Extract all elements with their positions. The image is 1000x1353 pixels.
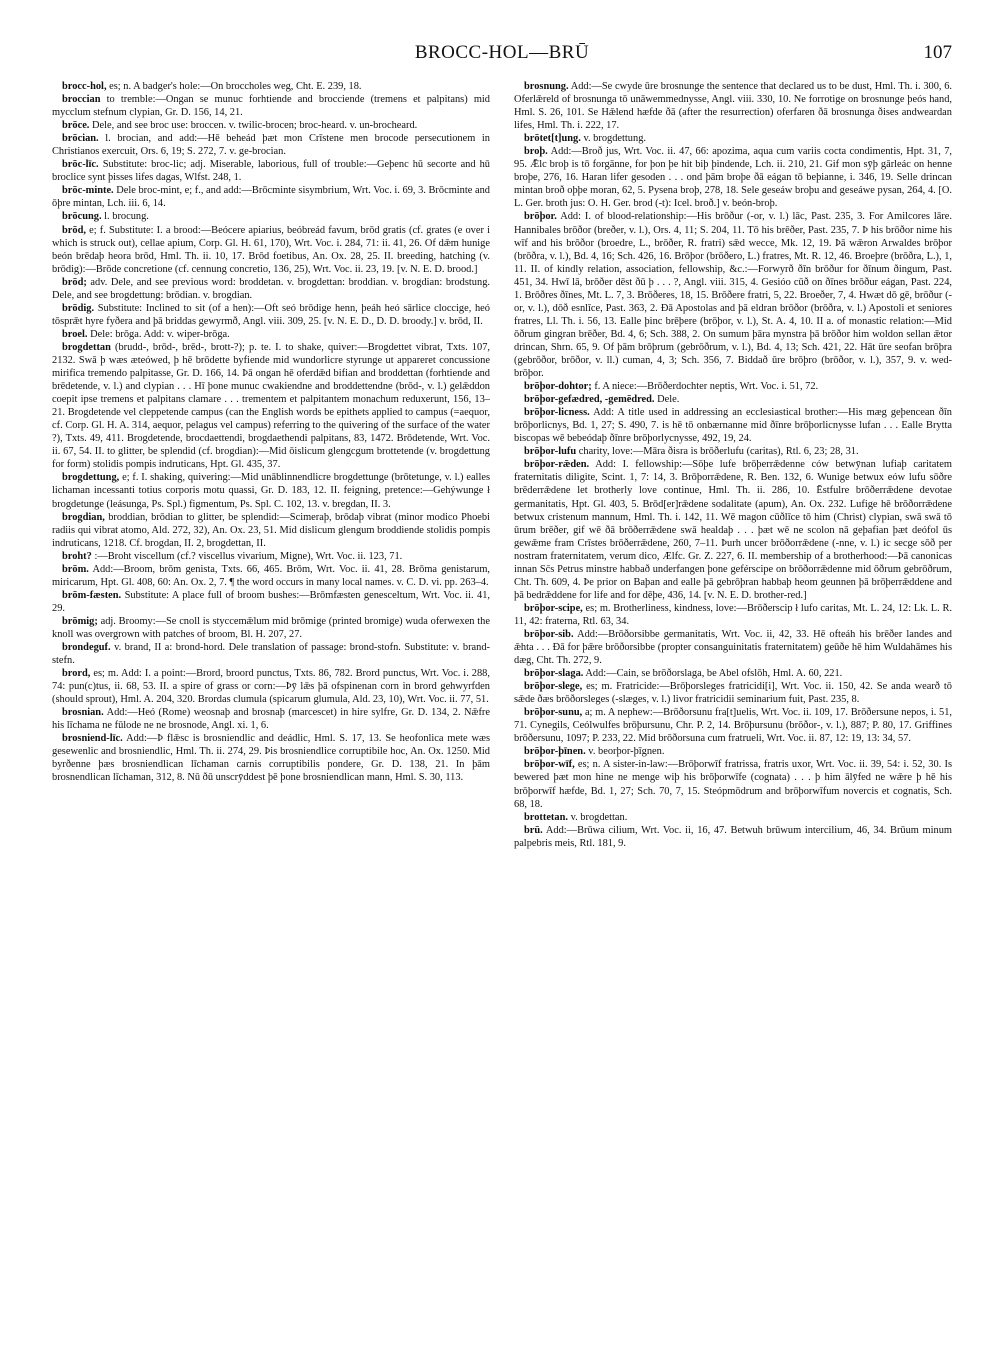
entry-headword: brōþor-slege,: [524, 681, 583, 693]
dictionary-entry: [52, 80, 490, 93]
entry-headword: brōþor-scipe,: [524, 602, 583, 614]
entry-definition: adj. Broomy:—Se cnoll is styccemǣlum mid brōmige (printed bromige) wuda oferwexen the knoll was overgrown with patches of broom, Bl. H. 207, 27.: [52, 615, 490, 640]
dictionary-entry: [514, 445, 952, 458]
entry-headword: brōþor-dohtor;: [524, 381, 592, 393]
dictionary-entry: [52, 563, 490, 589]
entry-headword: broht?: [62, 550, 92, 562]
dictionary-entry: [52, 158, 490, 184]
dictionary-entry: [514, 80, 952, 132]
entry-headword: brōd,: [62, 224, 86, 236]
entry-definition: Add:—Broð jus, Wrt. Voc. ii. 47, 66: apozima, aqua cum variis cocta condimentis, Hpt. 31, 7, 95. Ǣlc broþ is tō forgānne, for þon þe hit biþ þindende, Lch. ii. 210, 21. Gif mon sȳþ gārleác on henne broþe, 276, 16. Haran lifer gesoden . . . ond þām broþe ðā eágan tō beþianne, i. 346, 19. Selle drincan mintan broð oþþe moran, 62, 5. Pysena broþ, 278, 18. Sele geseáw broþu and geseáwe pysan, 264, 4. [O. L. Ger. broth jus: O. H. Ger. brod (-t): Icel. broð.] v. beón-broþ.: [514, 146, 952, 210]
dictionary-entry: [52, 511, 490, 550]
entry-definition: v. brand, II a: brond-hord. Dele translation of passage: brond-stofn. Substitute: v. brand-stefn.: [52, 642, 490, 667]
entry-definition: adv. Dele, and see previous word: broddetan. v. brogdettan: broddian. v. brogdian: brodstung. Dele, and see brogdettung: brōdian. v. brogdian.: [52, 276, 490, 301]
dictionary-columns: [52, 80, 952, 1330]
dictionary-entry: [514, 380, 952, 393]
dictionary-entry: [514, 758, 952, 810]
entry-definition: Add:—Heó (Rome) weosnaþ and brosnaþ (marcescet) in hire sylfre, Gr. D. 134, 2. Nǣfre his līchama ne fūlode ne ne brosnode, Angl. xi. 1, 6.: [52, 707, 490, 732]
entry-definition: Dele broc-mint, e; f., and add:—Brōcminte sisymbrium, Wrt. Voc. i. 69, 3. Brōcminte and ōþre mintan, Lch. iii. 6, 14.: [52, 185, 490, 210]
entry-headword: brottetan.: [524, 811, 568, 823]
entry-headword: brōþor-gefædred, -gemēdred.: [524, 394, 655, 406]
entry-headword: brocc-hol,: [62, 81, 107, 92]
entry-definition: es; m. Add: I. a point:—Brord, broord punctus, Txts. 86, 782. Brord punctus, Wrt. Voc. i. 288, 74: pun(c)tus, ii. 68, 53. II. a spire of grass or corn:—Þȳ lǣs þā ofspinenan corn in brord gehwyrfden (should sprout), Hml. A. 204, 320. Brordas clumula (spicarum glumula, Ald. 23, 10), Wrt. Voc. ii. 77, 51.: [52, 668, 490, 706]
entry-definition: es; n. A badger's hole:—On broccholes weg, Cht. E. 239, 18.: [109, 81, 362, 92]
entry-definition: charity, love:—Māra ðisra is brōðerlufu (caritas), Rtl. 6, 23; 28, 31.: [578, 446, 859, 458]
entry-definition: Substitute: broc-lic; adj. Miserable, laborious, full of trouble:—Geþenc hū secorte and hū broclice synt þisses lifes dagas, Wlfst. 248, 1.: [52, 159, 490, 184]
entry-definition: :—Broht viscellum (cf.? viscellus vivarium, Migne), Wrt. Voc. ii. 123, 71.: [94, 550, 403, 562]
dictionary-entry: [52, 302, 490, 328]
dictionary-entry: [514, 210, 952, 380]
entry-definition: Add:—Þ flǣsc is brosniendlic and deádlic, Hml. S. 17, 13. Se heofonlica mete wæs gesewenlic and brosniendlic, Hml. Th. ii. 274, 29. Þis brosniendlice corruptibile hoc, An. Ox. 1250. Mid byrðenne þæs brosniendlican līchaman carnis corruptibilis pondere, Gr. D. 138, 21. In þām brosnendlican līchaman, 312, 8. Nū ðū unscrȳddest þē þone brosniendlican mann, Hml. S. 30, 113.: [52, 733, 490, 784]
dictionary-entry: [52, 132, 490, 158]
page-header: [52, 42, 952, 72]
entry-headword: brōcung.: [62, 211, 102, 223]
dictionary-entry: [52, 550, 490, 563]
entry-definition: Add:—Broom, brōm genista, Txts. 66, 465. Brōm, Wrt. Voc. ii. 41, 28. Brōma genistarum, miricarum, Hpt. Gl. 408, 60: An. Ox. 2, 7. ¶ the word occurs in many local names. v. C. D. vi. pp. 263–4.: [52, 563, 490, 588]
dictionary-entry: [52, 615, 490, 641]
entry-definition: a; m. A nephew:—Brōðorsunu fra[t]uelis, Wrt. Voc. ii. 109, 17. Brōðersune nepos, i. 51, 71. Cynegils, Ceólwulfes brōþursunu, Chr. P. 2, 14. Brōþursunu (brōðor-, v. l.), 887; P. 80, 17. Griffines brōðersunu, 1097; P. 233, 22. Mid brōðorsuna cum fratrueli, Wrt. Voc. ii. 87, 12: 19, 13: 34, 57.: [514, 707, 952, 745]
entry-definition: Add:—Se cwyde ūre brosnunge the sentence that declared us to be dust, Hml. Th. i. 300, 6. Oferlǣreld of brosnunga tō unāwemmednysse, Angl. viii. 330, 10. Ne forrotige on brosnunge þeós hand, Hml. S. 26, 101. Se Hǣlend hæfde ðā (after the resurrection) oferfaren ðā brosnunga ðises andweardan lifes, Hml. Th. i. 222, 17.: [514, 81, 952, 132]
entry-headword: brogdian,: [62, 511, 105, 523]
dictionary-entry: [52, 184, 490, 210]
entry-definition: Dele.: [657, 394, 680, 406]
entry-definition: v. brogdettung.: [583, 133, 646, 145]
entry-headword: brōmig;: [62, 615, 98, 627]
entry-headword: brōc-līc.: [62, 159, 99, 171]
dictionary-entry: [52, 276, 490, 302]
dictionary-entry: [514, 458, 952, 602]
entry-headword: brosnung.: [524, 81, 569, 92]
running-head: BROCC-HOL—BRŪ: [414, 42, 590, 63]
entry-headword: brogdettung,: [62, 472, 120, 484]
entry-headword: brogdettan: [62, 341, 111, 353]
dictionary-entry: [514, 602, 952, 628]
dictionary-entry: [514, 680, 952, 706]
dictionary-entry: [52, 589, 490, 615]
entry-definition: Add:—Brūwa cilium, Wrt. Voc. ii, 16, 47. Betwuh brūwum intercilium, 46, 34. Brūum minum palpebris meis, Rtl. 181, 9.: [514, 824, 952, 849]
entry-headword: brōce.: [62, 120, 90, 132]
entry-definition: v. beorþor-þīgnen.: [588, 746, 665, 758]
dictionary-entry: [514, 132, 952, 145]
entry-headword: brōc-minte.: [62, 185, 114, 197]
entry-headword: brōm.: [62, 563, 89, 575]
entry-headword: brōþor-wīf,: [524, 759, 575, 771]
dictionary-entry: [514, 667, 952, 680]
entry-headword: brōþor-licness.: [524, 407, 590, 419]
entry-definition: es; n. A sister-in-law:—Brōþorwīf fratrissa, fratris uxor, Wrt. Voc. ii. 39, 54: i. 52, 30. Is bewered þæt mon hine ne menge wiþ his brōþorwīfe (cognata) . . . þ him ālȳfed ne wǣre þ hē his brōþorwīf hæfde, Bd. 1, 27; Sch. 70, 7, 15. Steópmōdrum and brōþorwīfum novercis et cognatis, Sch. 68, 18.: [514, 759, 952, 810]
entry-headword: brū.: [524, 824, 543, 836]
page-number: 107: [923, 42, 952, 63]
dictionary-entry: [52, 210, 490, 223]
entry-headword: brord,: [62, 668, 91, 680]
entry-definition: l. brocian, and add:—Hē beheád þæt mon Crīstene men brocode persecutionem in Christianos exercuit, Ors. 6, 19; S. 272, 7. v. ge-brocian.: [52, 133, 490, 158]
dictionary-entry: [52, 706, 490, 732]
dictionary-entry: [514, 406, 952, 445]
dictionary-entry: [514, 145, 952, 210]
dictionary-entry: [52, 93, 490, 119]
dictionary-entry: [52, 471, 490, 510]
entry-definition: to tremble:—Ongan se munuc forhtiende and brocciende (tremens et palpitans) mid mycclum stefnum clypian, Gr. D. 156, 14, 21.: [52, 94, 490, 119]
right-column: [514, 80, 952, 1330]
entry-definition: es; m. Brotherliness, kindness, love:—Brōðerscip ł lufo caritas, Mt. L. 24, 12: Lk. L. R. 11, 42: fraterna, Rtl. 63, 34.: [514, 602, 952, 627]
dictionary-entry: [514, 811, 952, 824]
entry-definition: es; m. Fratricide:—Brōþorsleges fratricidi[i], Wrt. Voc. ii. 150, 42. Se anda wearð tō sǣde ðæs brōðorsleges (-slæges, v. l.) livor fratricidii seminarium fuit, Past. 235, 8.: [514, 681, 952, 706]
left-column: [52, 80, 490, 1330]
dictionary-entry: [52, 667, 490, 706]
entry-definition: Add: I. fellowship:—Sōþe lufe brōþerrǣdenne ców betwȳnan lufiaþ caritatem fraternitatis diligite, Scint. 1, 7: 14, 3. Brōþorrǣdene, R. Ben. 132, 6. Wunige betwux eów lufu sōðre brēderrǣdene let brotherly love continue, Hml. Th. ii. 286, 10. Ēstfulre brōðerrǣdene devotae germanitatis, Hpt. Gl. 403, 5. Brōd[er]rǣdene sodalitate (apum), An. Ox. 232. Lufige hē brōðorrǣdene betwux cristenum mannum, Hml. Th. i. 142, 11. Wē magon cūðlīce tō him (Christ) clypian, swā swā tō ūrum brēðer, gif wē ðā brōðerrǣdene swā healdaþ . . . þæt wē ne scolon nā geþafian þæt deófol ūs gewǣme fram Crīstes brōðerrǣdene, 260, 7–11. Þurh uncer brōðorrǣdene (-nne, v. l.) ic secge sōð per nostram fraternitatem, verum dico, Ælfc. Gr. Z. 227, 6. II. membership of a brotherhood:—Þā canonicas innan Sc̄s Petrus minstre habbað underfangen þone geférscipe on brōðorrǣdenne mid ōðrum gebrōðrum, Cht. Th. 609, 4. Þe prior on Baþan and ealle þā gebrōþran habbaþ heom geunnen þā brōþerrǣddene and þā bedrǣddene for life and for dēþe, 436, 14. [v. N. E. D. brother-red.]: [514, 459, 952, 601]
entry-definition: l. brocung.: [104, 211, 149, 223]
entry-definition: e; f. Substitute: I. a brood:—Beócere apiarius, beóbreád favum, brōd gratis (cf. grates (e over i which is struck out), cellae apium, Corp. Gl. H. 61, 170), Wrt. Voc. i. 284, 71: ii. 41, 26. Of dǣm hunige beón brēdaþ heora brōd, Hml. Th. ii. 10, 17. Brōd foetibus, An. Ox. 28, 25. II. breeding, hatching (v. brōdig):—Brōde concretione (cf. cennung concretio, 136, 25), Wrt. Voc. ii. 23, 19. [v. N. E. D. brood.]: [52, 224, 490, 275]
dictionary-entry: [514, 745, 952, 758]
dictionary-entry: [52, 328, 490, 341]
entry-definition: Add:—Cain, se brōðorslaga, be Abel ofslōh, Hml. A. 60, 221.: [585, 668, 843, 680]
entry-headword: brosnian.: [62, 707, 104, 719]
entry-definition: Add: I. of blood-relationship:—His brōður (-or, v. l.) lāc, Past. 235, 3. For Amilcores lāre. Hannibales brōðor (breðer, v. l.), Ors. 4, 11; S. 204, 11. Tō his brēðer, Past. 235, 7. Þ his brōðor nime his wīf and his brōðor (broedre, L., brōðer, R. fratri) sǣd wecce, Mk. 12, 19. Þā wǣron Arwaldes brōþor (brōðra, v. l.), Bd. 4, 16; Sch. 426, 16. Brōþor (brōðero, L.) fratres, Mt. R. 12, 46. Broeþre (brōðra, L.), 1, 11. II. of kindly relation, association, fellowship, &c.:—Forwyrð ðīn brōður for ðīnum ðingum, Past. 451, 34. Hwī lā, brōðer dēst ðū þ . . . ?, Angl. viii. 315, 4. Gesióo cūð on ðīnes brōður eágan, Past. 224, 1. Brōðres ðīnes, Mt. L. 7, 3. Brōðeres, 18, 15. Brōðere fratri, 5, 22. Broeðer, 7, 4. Hwæt dō gē, brōður (-or, v. l.), dōð esnlīce, Past. 363, 2. Ðā Apostolas and þā eldran brōðor (brōðra, v. l.) Apostoli et seniores fratres, Ll. Th. i. 56, 13. Ealle þinc brēþere (brōþor, v. l.), St. A. 4, 10. II a. of monastic relation:—Mid ōðrum gingran brēðer, Bd. 4, 6; Sch. 388, 2. On sumum þāra mynstra þā brōðor him woldon sellan ǣtor drincan, Shrn. 65, 9. Of þām brōþrum (gebrōðrum, v. l.), Bd. 4, 13; Sch. 421, 22. Hāt ūre seofan brōþra (gebrōðor, brōðor, v. ll.) cuman, 4, 3; Sch. 356, 7. Biddað ūre brōþro (brōðor, v. l.), 357, 9. v. wed-brōþor.: [514, 211, 952, 380]
entry-headword: brōcian.: [62, 133, 99, 145]
entry-headword: brōþor-rǣden.: [524, 459, 590, 471]
entry-headword: brosniend-līc.: [62, 733, 123, 745]
dictionary-entry: [52, 224, 490, 276]
entry-headword: brōd;: [62, 276, 87, 288]
entry-definition: Substitute: Inclined to sit (of a hen):—Oft seó brōdige henn, þeáh heó sārlice cloccige, heó tōsprǣt hyre fyðera and þā briddas gewyrmð, Angl. viii. 309, 25. [v. N. E. D., D. D. broody.] v. brōd, II.: [52, 302, 490, 327]
entry-headword: broþ.: [524, 146, 548, 158]
dictionary-entry: [514, 628, 952, 667]
entry-definition: Substitute: A place full of broom bushes:—Brōmfæsten genesceltum, Wrt. Voc. ii. 41, 29.: [52, 589, 490, 614]
dictionary-entry: [52, 341, 490, 471]
entry-headword: broccian: [62, 94, 101, 106]
entry-definition: (brudd-, brōd-, brēd-, brott-?); p. te. I. to shake, quiver:—Brogdettet vibrat, Txts. 107, 2132. Swā þ wæs æteówed, þ hē brōdette byfiende mid wundorlicre styrunge ut appareret concussione mirifica tremendo palpitasse, Gr. D. 166, 14. Þā ongan hē oferdǣd bifian and broddettan (forhtiende and brēdetende, v. l.) and clypian . . . Hī þone munuc cwakiendne and broddettendne (brōd-, v. l.) gelǣddon coepit ipse tremens et palpitans clamare . . . trementem et palpitantem monachum reduxerunt, 156, 13–21. Brogdetende vel cleppetende campus (can the English words be epithets applied to campus (=aequor, cf. Corp. Gl. H. A. 314, aequor, pelagus vel campus) referring to the quivering of the surface of the water ?), Txts. 49, 411. Brogdetende, brocdaettendi, brogdaethendi palpitans, 83, 1472. Brōdetende, Wrt. Voc. ii. 67, 54. II. to glitter, be splendid (cf. brogdian):—Mid ōislicum glengcgum brottetende (v. brogdettung for form) stolidis pompis indruticans, Hpt. Gl. 435, 37.: [52, 341, 490, 471]
entry-headword: brōtet[t]ung.: [524, 133, 581, 145]
entry-headword: broel.: [62, 328, 88, 340]
entry-headword: brōþor-sunu,: [524, 707, 583, 719]
entry-definition: e; f. I. shaking, quivering:—Mid unāblinnendlicre brogdettunge (brōtetunge, v. l.) ealles lichaman incessanti totius corporis motu quassi, Gr. D. 183, 12. II. feigning, pretence:—Gehýwunge ł brogdetunge (leásunga, Ps. Spl.) figmentum, Ps. Spl. C. 102, 13. v. bregdan, II. 3.: [52, 472, 490, 510]
entry-definition: Dele: brōga. Add: v. wiper-brōga.: [90, 328, 230, 340]
entry-definition: Add: A title used in addressing an ecclesiastical brother:—His mæg geþencean ðīn brōþorlicnys, Bd. 1, 27; S. 490, 7. is hē tō onbærnanne mid ðīnre brōþorlicnysse lufan . . . Ealle Brytta biscopas wē bebeódaþ ðīnre brōþorlycnysse, 492, 19, 24.: [514, 407, 952, 445]
entry-headword: brondeguf.: [62, 642, 111, 654]
entry-headword: brōþor-þīnen.: [524, 746, 586, 758]
dictionary-entry: [514, 706, 952, 745]
entry-definition: broddian, brōdian to glitter, be splendid:—Scimeraþ, brōdaþ vibrat (minor modico Phoebi radiis qui vibrat atomo, Ald. 272, 32), An. Ox. 23, 51. Mid dislicum glengum broddiende stolidis pompis indruticans, 1218. Cf. brogdan, II. 2, brogdettan, II.: [52, 511, 490, 549]
dictionary-entry: [52, 119, 490, 132]
entry-headword: brōþor-slaga.: [524, 668, 584, 680]
entry-definition: Dele, and see broc use: broccen. v. twilic-brocen; broc-heard. v. un-brocheard.: [92, 120, 418, 132]
dictionary-entry: [514, 824, 952, 850]
dictionary-entry: [52, 732, 490, 784]
entry-headword: brōþor-lufu: [524, 446, 577, 458]
entry-definition: f. A niece:—Brōðerdochter neptis, Wrt. Voc. i. 51, 72.: [594, 381, 819, 393]
entry-headword: brōþor.: [524, 211, 557, 223]
entry-headword: brōm-fæsten.: [62, 589, 122, 601]
entry-definition: Add:—Brōðorsibbe germanitatis, Wrt. Voc. ii, 42, 33. Hē ofteáh his brēðer landes and ǣhta . . . Ðā for þǣre brōðorsibbe (propter consanguinitatis fraternitatem) geūðe hē him Wuldahāmes his dæg, Cht. Th. 272, 9.: [514, 628, 952, 667]
entry-definition: v. brogdettan.: [570, 811, 628, 823]
dictionary-entry: [52, 641, 490, 667]
entry-headword: brōdig.: [62, 302, 95, 314]
dictionary-entry: [514, 393, 952, 406]
entry-headword: brōþor-sib.: [524, 628, 574, 640]
